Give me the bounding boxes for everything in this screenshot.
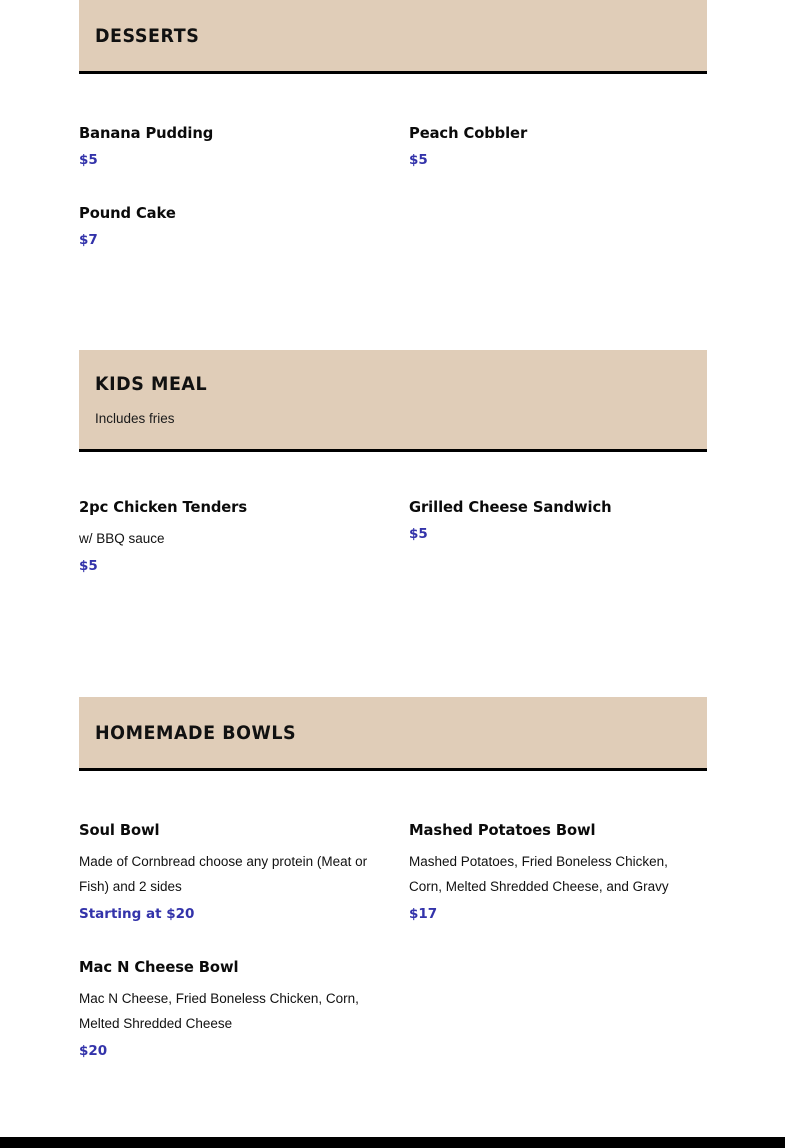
menu-item[interactable]: [409, 498, 707, 576]
section-title: DESSERTS: [95, 25, 200, 47]
section-items-kids-meal: [79, 452, 707, 576]
menu-item[interactable]: [79, 204, 409, 250]
menu-section-homemade-bowls: [79, 697, 707, 1061]
menu-item-empty: [409, 204, 707, 250]
item-name: Soul Bowl: [79, 820, 160, 839]
menu-item[interactable]: [409, 124, 707, 170]
menu-container: [79, 0, 707, 1060]
row-spacer: [79, 924, 409, 958]
item-price: Starting at $20: [79, 906, 195, 922]
menu-item-empty: [409, 958, 707, 1061]
item-name: Mashed Potatoes Bowl: [409, 820, 596, 839]
menu-item[interactable]: [79, 124, 409, 170]
menu-section-kids-meal: [79, 350, 707, 576]
row-spacer: [409, 924, 707, 958]
item-price: $5: [409, 152, 428, 169]
item-name: Grilled Cheese Sandwich: [409, 497, 612, 516]
item-price: $5: [79, 152, 98, 169]
item-price: $17: [409, 906, 438, 922]
section-items-homemade-bowls: [79, 771, 707, 1061]
item-price: $5: [79, 558, 98, 575]
row-spacer: [79, 170, 409, 204]
section-header-kids-meal: [79, 350, 707, 452]
menu-item[interactable]: [79, 821, 409, 924]
item-name: 2pc Chicken Tenders: [79, 497, 248, 516]
menu-item[interactable]: [79, 498, 409, 576]
section-title: HOMEMADE BOWLS: [95, 721, 297, 744]
item-name: Banana Pudding: [79, 123, 214, 142]
item-price: $20: [79, 1042, 108, 1059]
row-spacer: [409, 170, 707, 204]
section-header-desserts: [79, 0, 707, 74]
item-description: Made of Cornbread choose any protein (Meat or Fish) and 2 sides: [79, 854, 368, 894]
section-subtitle: Includes fries: [95, 410, 175, 426]
menu-section-desserts: [79, 0, 707, 250]
footer-divider: [0, 1137, 785, 1148]
section-title: KIDS MEAL: [95, 372, 208, 395]
section-header-homemade-bowls: [79, 697, 707, 771]
section-items-desserts: [79, 74, 707, 250]
item-name: Pound Cake: [79, 203, 176, 222]
item-price: $7: [79, 232, 98, 249]
item-description: Mashed Potatoes, Fried Boneless Chicken, Corn, Melted Shredded Cheese, and Gravy: [409, 854, 669, 894]
item-name: Mac N Cheese Bowl: [79, 957, 239, 976]
menu-item[interactable]: [79, 958, 409, 1061]
menu-item[interactable]: [409, 821, 707, 924]
section-spacer: [79, 250, 707, 350]
item-description: w/ BBQ sauce: [79, 531, 165, 547]
item-description: Mac N Cheese, Fried Boneless Chicken, Corn, Melted Shredded Cheese: [79, 990, 359, 1031]
section-spacer: [79, 576, 707, 697]
item-price: $5: [409, 526, 428, 543]
item-name: Peach Cobbler: [409, 123, 528, 142]
